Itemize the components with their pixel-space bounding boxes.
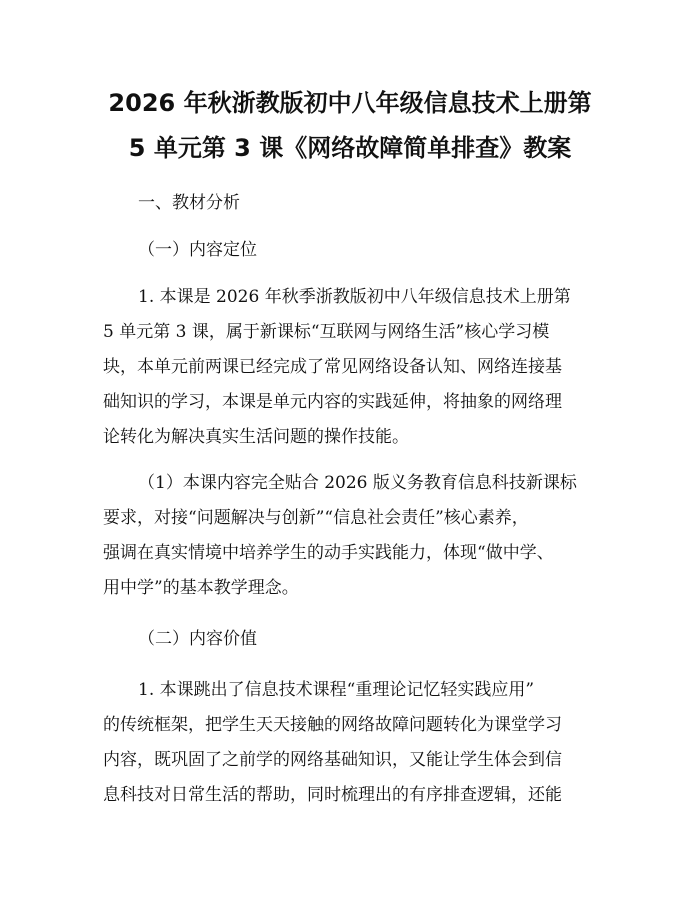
paragraph-line: 论转化为解决真实生活问题的操作技能。 [103, 427, 409, 447]
paragraph-line: 息科技对日常生活的帮助，同时梳理出的有序排查逻辑，还能 [103, 785, 562, 805]
paragraph-line: 要求，对接“问题解决与创新”“信息社会责任”核心素养， [103, 508, 529, 528]
subsection-heading-content-positioning: （一）内容定位 [138, 240, 257, 260]
paragraph-line: 5 单元第 3 课，属于新课标“互联网与网络生活”核心学习模 [103, 322, 550, 342]
subsection-heading-content-value: （二）内容价值 [138, 629, 257, 649]
paragraph-line: 内容，既巩固了之前学的网络基础知识，又能让学生体会到信 [103, 750, 562, 770]
paragraph-line: 1. 本课跳出了信息技术课程“重理论记忆轻实践应用” [138, 680, 535, 700]
document-title-line-2: 5 单元第 3 课《网络故障简单排查》教案 [128, 134, 572, 162]
paragraph-line: 1. 本课是 2026 年秋季浙教版初中八年级信息技术上册第 [138, 287, 571, 307]
paragraph-line: 强调在真实情境中培养学生的动手实践能力，体现“做中学、 [103, 543, 554, 563]
paragraph-line: 的传统框架，把学生天天接触的网络故障问题转化为课堂学习 [103, 715, 562, 735]
paragraph-line: 块，本单元前两课已经完成了常见网络设备认知、网络连接基 [103, 357, 562, 377]
section-heading-textbook-analysis: 一、教材分析 [138, 193, 240, 213]
document-title-line-1: 2026 年秋浙教版初中八年级信息技术上册第 [108, 89, 592, 117]
paragraph-line: （1）本课内容完全贴合 2026 版义务教育信息科技新课标 [138, 473, 577, 493]
paragraph-line: 础知识的学习，本课是单元内容的实践延伸，将抽象的网络理 [103, 392, 562, 412]
paragraph-line: 用中学”的基本教学理念。 [103, 578, 299, 598]
